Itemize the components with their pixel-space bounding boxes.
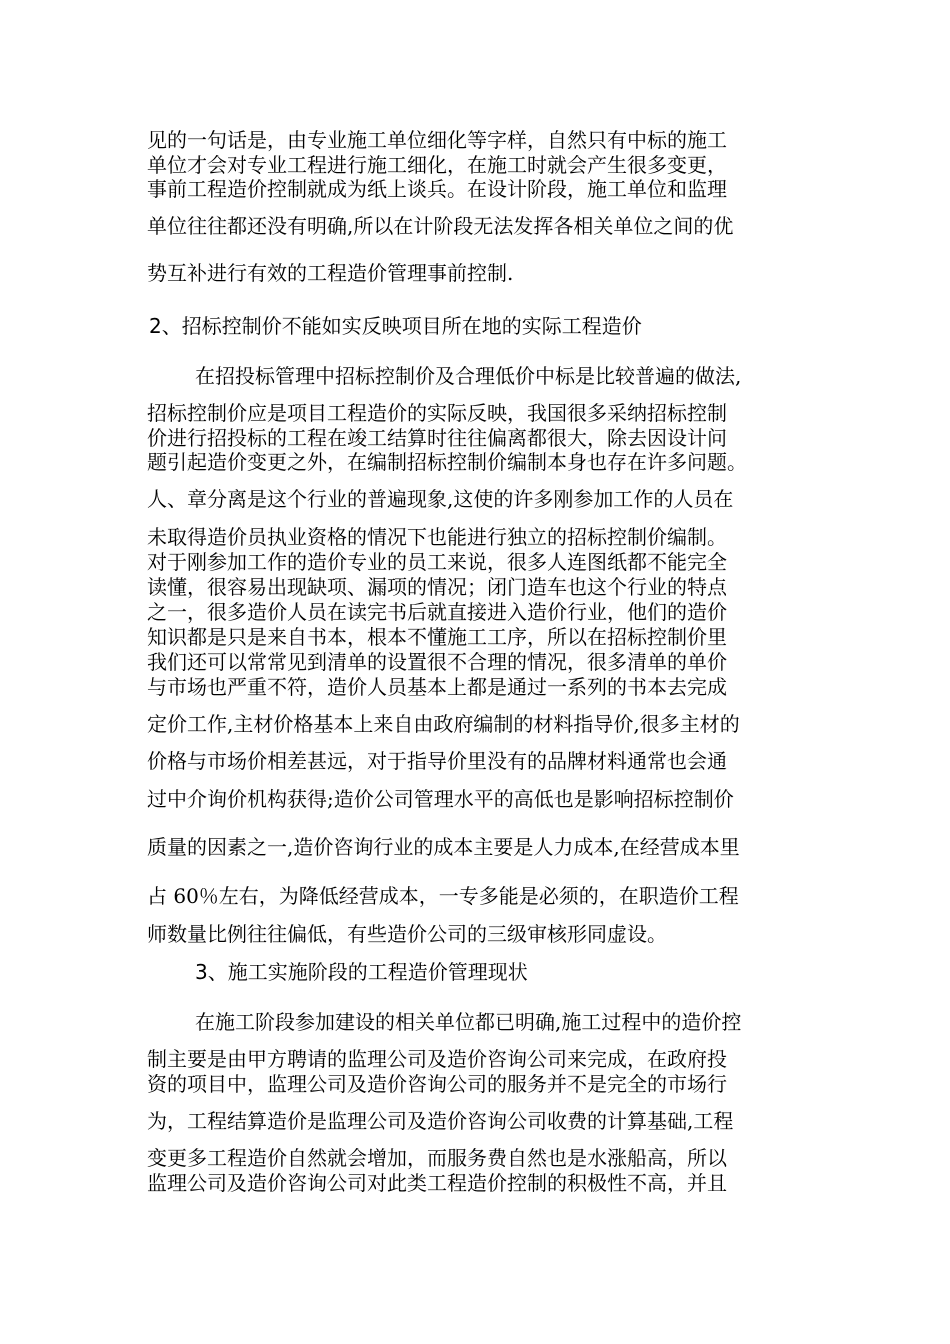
- section-heading: 3、施工实施阶段的工程造价管理现状: [195, 960, 528, 984]
- text-line: 为，工程结算造价是监理公司及造价咨询公司收费的计算基础,工程: [147, 1109, 734, 1133]
- text-line: 未取得造价员执业资格的情况下也能进行独立的招标控制价编制。: [147, 525, 727, 549]
- section-heading: 2、招标控制价不能如实反映项目所在地的实际工程造价: [149, 314, 642, 338]
- text-line: 价进行招投标的工程在竣工结算时往往偏离都很大，除去因设计问: [147, 426, 727, 450]
- text-line: 制主要是由甲方聘请的监理公司及造价咨询公司来完成，在政府投: [147, 1047, 727, 1071]
- text-line: 监理公司及造价咨询公司对此类工程造价控制的积极性不高，并且: [147, 1171, 727, 1195]
- paragraph-first-line: 在招投标管理中招标控制价及合理低价中标是比较普遍的做法,: [195, 364, 742, 388]
- text-line: 对于刚参加工作的造价专业的员工来说，很多人连图纸都不能完全: [147, 550, 727, 574]
- paragraph-first-line: 在施工阶段参加建设的相关单位都已明确,施工过程中的造价控: [195, 1010, 742, 1034]
- text-line: 占 60％左右，为降低经营成本，一专多能是必须的，在职造价工程: [147, 884, 739, 908]
- text-line: 题引起造价变更之外，在编制招标控制价编制本身也存在许多问题。: [147, 450, 747, 474]
- text-line: 与市场也严重不符，造价人员基本上都是通过一系列的书本去完成: [147, 675, 727, 699]
- text-line: 变更多工程造价自然就会增加，而服务费自然也是水涨船高，所以: [147, 1146, 727, 1170]
- text-line: 单位才会对专业工程进行施工细化，在施工时就会产生很多变更，: [147, 153, 727, 177]
- text-line: 定价工作,主材价格基本上来自由政府编制的材料指导价,很多主材的: [147, 712, 740, 736]
- text-line: 单位往往都还没有明确,所以在计阶段无法发挥各相关单位之间的优: [147, 214, 734, 238]
- text-line: 资的项目中，监理公司及造价咨询公司的服务并不是完全的市场行: [147, 1072, 727, 1096]
- text-line: 读懂，很容易出现缺项、漏项的情况；闭门造车也这个行业的特点: [147, 575, 727, 599]
- text-line: 人、章分离是这个行业的普遍现象,这使的许多刚参加工作的人员在: [147, 487, 734, 511]
- text-line: 势互补进行有效的工程造价管理事前控制.: [147, 261, 514, 285]
- text-line: 见的一句话是，由专业施工单位细化等字样，自然只有中标的施工: [147, 128, 727, 152]
- text-line: 事前工程造价控制就成为纸上谈兵。在设计阶段，施工单位和监理: [147, 177, 727, 201]
- text-line: 招标控制价应是项目工程造价的实际反映，我国很多采纳招标控制: [147, 401, 727, 425]
- text-line: 师数量比例往往偏低，有些造价公司的三级审核形同虚设。: [147, 922, 667, 946]
- text-line: 知识都是只是来自书本，根本不懂施工工序，所以在招标控制价里: [147, 625, 727, 649]
- text-line: 我们还可以常常见到清单的设置很不合理的情况，很多清单的单价: [147, 650, 727, 674]
- text-line: 过中介询价机构获得;造价公司管理水平的高低也是影响招标控制价: [147, 787, 734, 811]
- text-line: 之一，很多造价人员在读完书后就直接进入造价行业，他们的造价: [147, 600, 727, 624]
- text-line: 价格与市场价相差甚远，对于指导价里没有的品牌材料通常也会通: [147, 749, 727, 773]
- text-line: 质量的因素之一,造价咨询行业的成本主要是人力成本,在经营成本里: [147, 835, 740, 859]
